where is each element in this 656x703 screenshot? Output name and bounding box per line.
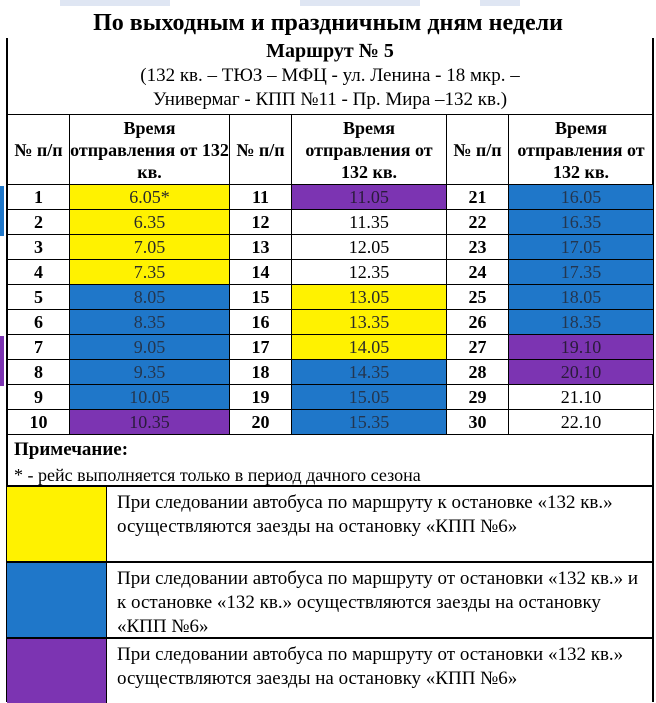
- side-mark-blue-1: [0, 186, 4, 236]
- note-title: Примечание:: [14, 439, 129, 460]
- trip-number: 24: [447, 260, 509, 285]
- departure-time: 12.05: [292, 235, 447, 260]
- departure-time: 13.05: [292, 285, 447, 310]
- departure-time: 7.35: [70, 260, 230, 285]
- table-row: [8, 285, 654, 310]
- trip-number: 29: [447, 385, 509, 410]
- trip-number: 11: [230, 185, 292, 210]
- trip-number: 23: [447, 235, 509, 260]
- schedule-header-row: [8, 115, 654, 185]
- trip-number: 22: [447, 210, 509, 235]
- table-row: [8, 410, 654, 435]
- trip-number: 14: [230, 260, 292, 285]
- trip-number: 27: [447, 335, 509, 360]
- departure-time: 6.35: [70, 210, 230, 235]
- legend-row-blue: [7, 561, 653, 637]
- departure-time: 21.10: [509, 385, 654, 410]
- departure-time: 11.35: [292, 210, 447, 235]
- departure-time: 18.05: [509, 285, 654, 310]
- trip-number: 17: [230, 335, 292, 360]
- trip-number: 13: [230, 235, 292, 260]
- departure-time: 15.05: [292, 385, 447, 410]
- col-header-time: Время отправления от 132 кв.: [70, 115, 230, 185]
- side-mark-purple: [0, 336, 4, 386]
- trip-number: 15: [230, 285, 292, 310]
- table-row: [8, 335, 654, 360]
- departure-time: 17.05: [509, 235, 654, 260]
- trip-number: 26: [447, 310, 509, 335]
- legend-text-blue: При следовании автобуса по маршруту от остановки «132 кв.» и к остановке «132 кв.» осуществляются заезды на остановку «КПП №6»: [117, 568, 639, 637]
- trip-number: 1: [8, 185, 70, 210]
- legend-text-yellow: При следовании автобуса по маршруту к остановке «132 кв.» осуществляются заезды на остановку «КПП №6»: [117, 492, 613, 537]
- trip-number: 3: [8, 235, 70, 260]
- departure-time: 8.05: [70, 285, 230, 310]
- departure-time: 8.35: [70, 310, 230, 335]
- trip-number: 19: [230, 385, 292, 410]
- trip-number: 21: [447, 185, 509, 210]
- trip-number: 18: [230, 360, 292, 385]
- trip-number: 10: [8, 410, 70, 435]
- col-header-number: № п/п: [447, 115, 509, 185]
- departure-time: 18.35: [509, 310, 654, 335]
- departure-time: 11.05: [292, 185, 447, 210]
- col-header-time: Время отправления от 132 кв.: [292, 115, 447, 185]
- table-row: [8, 260, 654, 285]
- trip-number: 25: [447, 285, 509, 310]
- trip-number: 7: [8, 335, 70, 360]
- trip-number: 12: [230, 210, 292, 235]
- route-title: Маршрут № 5: [266, 40, 394, 62]
- legend-row-yellow: [7, 485, 653, 561]
- trip-number: 16: [230, 310, 292, 335]
- route-description-line-1: (132 кв. – ТЮЗ – МФЦ - ул. Ленина - 18 мкр. –: [140, 65, 520, 86]
- trip-number: 30: [447, 410, 509, 435]
- table-row: [8, 385, 654, 410]
- trip-number: 28: [447, 360, 509, 385]
- route-description-line-2: Универмаг - КПП №11 - Пр. Мира –132 кв.): [152, 89, 508, 110]
- departure-time: 16.05: [509, 185, 654, 210]
- departure-time: 9.35: [70, 360, 230, 385]
- departure-time: 7.05: [70, 235, 230, 260]
- departure-time: 14.05: [292, 335, 447, 360]
- departure-time: 14.35: [292, 360, 447, 385]
- legend-text-purple: При следовании автобуса по маршруту от остановки «132 кв.» осуществляются заезды на остановку «КПП №6»: [117, 644, 624, 689]
- trip-number: 2: [8, 210, 70, 235]
- departure-time: 16.35: [509, 210, 654, 235]
- legend-swatch-blue: [7, 563, 107, 637]
- schedule-body: [8, 185, 654, 435]
- trip-number: 5: [8, 285, 70, 310]
- departure-time: 6.05*: [70, 185, 230, 210]
- col-header-time: Время отправления от 132 кв.: [509, 115, 654, 185]
- departure-time: 22.10: [509, 410, 654, 435]
- departure-time: 19.10: [509, 335, 654, 360]
- col-header-number: № п/п: [230, 115, 292, 185]
- departure-time: 20.10: [509, 360, 654, 385]
- legend-swatch-yellow: [7, 487, 107, 561]
- table-row: [8, 360, 654, 385]
- departure-time: 12.35: [292, 260, 447, 285]
- trip-number: 20: [230, 410, 292, 435]
- table-row: [8, 185, 654, 210]
- schedule-table: [7, 114, 654, 435]
- table-row: [8, 235, 654, 260]
- col-header-number: № п/п: [8, 115, 70, 185]
- page-title: По выходным и праздничным дням недели: [93, 10, 563, 36]
- departure-time: 10.35: [70, 410, 230, 435]
- trip-number: 6: [8, 310, 70, 335]
- table-row: [8, 210, 654, 235]
- trip-number: 8: [8, 360, 70, 385]
- departure-time: 10.05: [70, 385, 230, 410]
- note-text: * - рейс выполняется только в период дачного сезона: [14, 465, 421, 485]
- table-row: [8, 310, 654, 335]
- departure-time: 13.35: [292, 310, 447, 335]
- legend-swatch-purple: [7, 639, 107, 703]
- legend-row-purple: [7, 637, 653, 703]
- departure-time: 9.05: [70, 335, 230, 360]
- departure-time: 17.35: [509, 260, 654, 285]
- trip-number: 9: [8, 385, 70, 410]
- trip-number: 4: [8, 260, 70, 285]
- departure-time: 15.35: [292, 410, 447, 435]
